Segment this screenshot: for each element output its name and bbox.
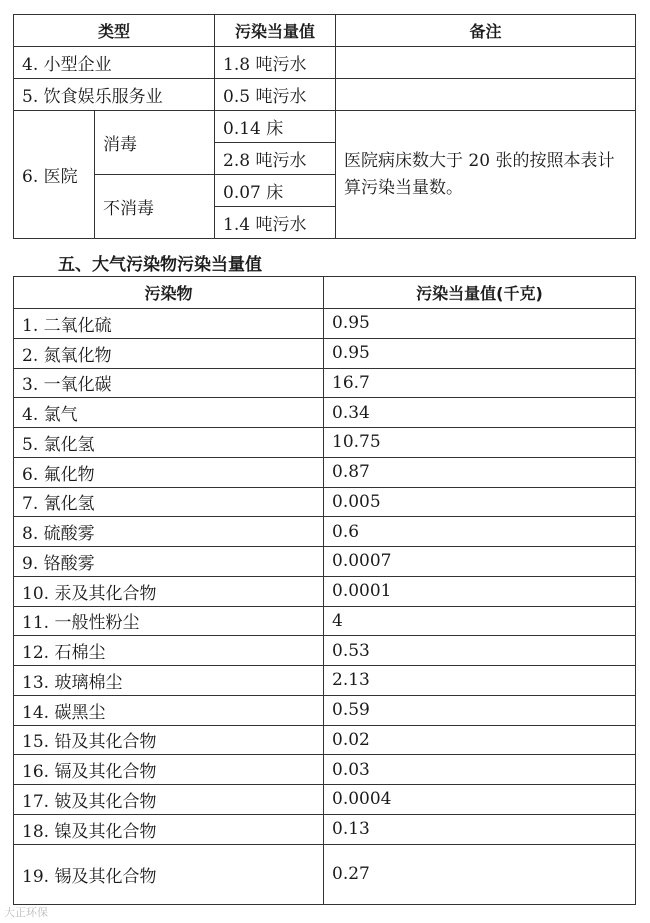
hospital-label: 6. 医院 — [14, 111, 95, 239]
header-pollutant: 污染物 — [14, 277, 324, 309]
pollutant-value: 0.005 — [324, 487, 636, 517]
table-row — [14, 814, 636, 844]
pollutant-name: 11. 一般性粉尘 — [14, 606, 324, 636]
pollutant-value: 0.53 — [324, 636, 636, 666]
table-header-row — [14, 277, 636, 309]
header-note: 备注 — [336, 15, 636, 47]
table-row — [14, 785, 636, 815]
pollutant-name: 3. 一氧化碳 — [14, 368, 324, 398]
table-row — [14, 309, 636, 339]
table-row — [14, 636, 636, 666]
row-value: 0.14 床 — [215, 111, 336, 143]
pollutant-value: 0.03 — [324, 755, 636, 785]
pollutant-value: 0.87 — [324, 457, 636, 487]
table-row — [14, 111, 636, 143]
pollutant-name: 13. 玻璃棉尘 — [14, 666, 324, 696]
pollutant-value: 0.0007 — [324, 547, 636, 577]
pollutant-value: 4 — [324, 606, 636, 636]
disinfect-label: 消毒 — [95, 111, 215, 175]
pollutant-name: 16. 镉及其化合物 — [14, 755, 324, 785]
pollutant-name: 9. 铬酸雾 — [14, 547, 324, 577]
pollutant-name: 12. 石棉尘 — [14, 636, 324, 666]
table-row — [14, 725, 636, 755]
pollutant-name: 14. 碳黑尘 — [14, 695, 324, 725]
pollutant-name: 17. 铍及其化合物 — [14, 785, 324, 815]
pollutant-value: 0.27 — [324, 844, 636, 904]
pollutant-value: 0.95 — [324, 338, 636, 368]
no-disinfect-label: 不消毒 — [95, 175, 215, 239]
header-value: 污染当量值(千克) — [324, 277, 636, 309]
pollutant-name: 15. 铅及其化合物 — [14, 725, 324, 755]
pollutant-value: 0.0001 — [324, 576, 636, 606]
row-value: 1.8 吨污水 — [215, 47, 336, 79]
row-note — [336, 47, 636, 79]
table-row — [14, 844, 636, 904]
pollutant-name: 10. 汞及其化合物 — [14, 576, 324, 606]
table-row — [14, 606, 636, 636]
section-title: 五、大气污染物污染当量值 — [58, 255, 262, 275]
table-row — [14, 47, 636, 79]
pollutant-name: 4. 氯气 — [14, 398, 324, 428]
watermark: 大正环保 — [4, 906, 48, 919]
table-row — [14, 666, 636, 696]
table-row — [14, 576, 636, 606]
pollutant-value: 0.6 — [324, 517, 636, 547]
pollutant-value: 0.95 — [324, 309, 636, 339]
pollutant-name: 6. 氟化物 — [14, 457, 324, 487]
pollutant-value: 0.59 — [324, 695, 636, 725]
table-row — [14, 428, 636, 458]
table-row — [14, 755, 636, 785]
table-row — [14, 457, 636, 487]
pollutant-name: 7. 氰化氢 — [14, 487, 324, 517]
table-header-row — [14, 15, 636, 47]
pollutant-value: 0.13 — [324, 814, 636, 844]
table-row — [14, 368, 636, 398]
pollutant-name: 2. 氮氧化物 — [14, 338, 324, 368]
pollutant-name: 1. 二氧化硫 — [14, 309, 324, 339]
header-value: 污染当量值 — [215, 15, 336, 47]
row-value: 0.07 床 — [215, 175, 336, 207]
table-row — [14, 547, 636, 577]
pollutant-value: 2.13 — [324, 666, 636, 696]
row-type: 5. 饮食娱乐服务业 — [14, 79, 215, 111]
pollutant-value: 0.0004 — [324, 785, 636, 815]
pollutant-value: 10.75 — [324, 428, 636, 458]
pollutant-name: 18. 镍及其化合物 — [14, 814, 324, 844]
water-pollutant-table — [13, 14, 636, 239]
pollutant-name: 8. 硫酸雾 — [14, 517, 324, 547]
header-type: 类型 — [14, 15, 215, 47]
table-row — [14, 338, 636, 368]
row-value: 0.5 吨污水 — [215, 79, 336, 111]
air-pollutant-table — [13, 276, 636, 905]
row-note — [336, 79, 636, 111]
row-value: 2.8 吨污水 — [215, 143, 336, 175]
pollutant-name: 19. 锡及其化合物 — [14, 844, 324, 904]
row-value: 1.4 吨污水 — [215, 207, 336, 239]
table-row — [14, 695, 636, 725]
pollutant-value: 16.7 — [324, 368, 636, 398]
table-row — [14, 398, 636, 428]
pollutant-value: 0.34 — [324, 398, 636, 428]
table-row — [14, 79, 636, 111]
pollutant-name: 5. 氯化氢 — [14, 428, 324, 458]
pollutant-value: 0.02 — [324, 725, 636, 755]
table-row — [14, 517, 636, 547]
hospital-note: 医院病床数大于 20 张的按照本表计算污染当量数。 — [336, 111, 636, 239]
row-type: 4. 小型企业 — [14, 47, 215, 79]
table-row — [14, 487, 636, 517]
